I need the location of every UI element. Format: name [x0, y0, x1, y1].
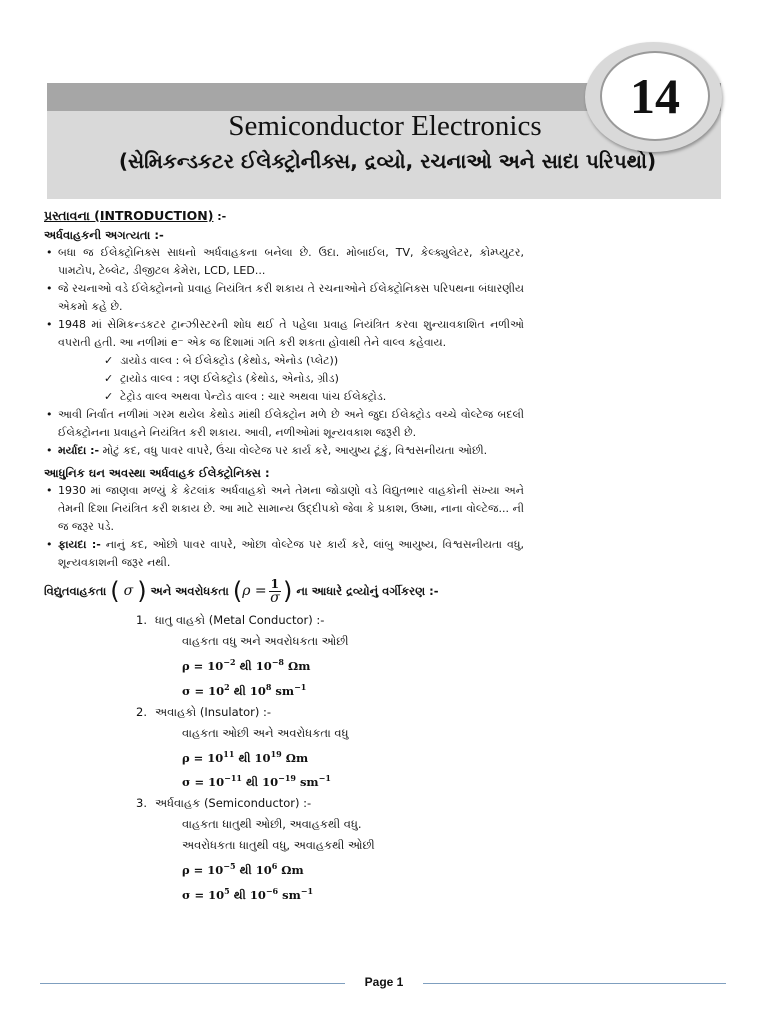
list-item: [136, 793, 524, 906]
vacuum-bullets: [44, 406, 524, 460]
intro-heading-text: પ્રસ્તાવના (INTRODUCTION): [44, 208, 214, 223]
valve-text: ટ્રાયોડ વાલ્વ : ત્રણ ઈલેક્ટ્રોડ (કેથોડ, એનોડ, ગ્રીડ): [120, 372, 339, 385]
item-number: 2.: [136, 704, 147, 719]
list-item: [104, 370, 524, 388]
list-item: [104, 388, 524, 406]
item-title: અર્ધવાહક (Semiconductor) :-: [154, 796, 312, 811]
conductivity-range: $\sigma = 10^5$ થી $10^{-6}$ $sm^{-1}$: [182, 886, 314, 902]
classification-suffix: ના આધારે દ્રવ્યોનું વર્ગીકરણ :-: [296, 584, 439, 598]
item-description: વાહકતા ઓછી અને અવરોધકતા વધુ: [182, 725, 349, 740]
valve-list: [44, 352, 524, 406]
limitations-label: મર્યાદા :-: [58, 444, 100, 457]
modern-heading: આધુનિક ઘન અવસ્થા અર્ધવાહક ઈલેક્ટ્રોનિક્સ :: [44, 466, 270, 480]
classification-prefix: વિદ્યુતવાહકતા: [44, 584, 107, 598]
checkmark-icon: ✓: [104, 390, 114, 403]
list-item: [44, 536, 524, 572]
checkmark-icon: ✓: [104, 372, 114, 385]
item-title: ધાતુ વાહકો (Metal Conductor) :-: [154, 613, 325, 627]
chapter-title: Semiconductor Electronics: [228, 110, 542, 142]
list-item: [104, 352, 524, 370]
fraction: [269, 578, 281, 605]
list-item: • બધા જ ઈલેક્ટ્રોનિક્સ સાધનો અર્ધવાહકના બનેલા છે. ઉદા. મોબાઈલ, TV, કેલ્ક્યુલેટર, કોમ્પ્યુટર, પામટોપ, ટેબ્લેટ, ડીજીટલ કેમેરા, LCD, LED...: [44, 244, 524, 280]
advantages-label: ફાયદા :-: [58, 538, 101, 551]
page-content: [44, 207, 524, 906]
chapter-subtitle: (સેમિકન્ડકટર ઈલેક્ટ્રોનીક્સ, દ્રવ્યો, રચનાઓ અને સાદા પરિપથો): [118, 149, 657, 173]
item-number: 3.: [136, 796, 147, 811]
item-title: અવાહકો (Insulator) :-: [154, 704, 272, 719]
checkmark-icon: ✓: [104, 354, 114, 367]
fraction-denominator: σ: [270, 589, 280, 606]
list-item: • 1930 માં જાણવા મળ્યું કે કેટલાંક અર્ધવાહકો અને તેમના જોડાણો વડે વિદ્યુતભાર વાહકોની સંખ્યા અને તેમની દિશા નિયંત્રિત કરી શકાય છે. આ માટે સામાન્ય ઉદ્દીપકો જેવા કે પ્રકાશ, ઉષ્મા, નાના વોલ્ટેજ... ની જ જરૂર પડે.: [44, 482, 524, 536]
item-description: અવરોધકતા ધાતુથી વધુ, અવાહકથી ઓછી: [182, 838, 375, 853]
valve-text: ડાયોડ વાલ્વ : બે ઈલેક્ટ્રોડ (કેથોડ, એનોડ (પ્લેટ)): [120, 354, 339, 367]
page-number: Page 1: [364, 975, 404, 989]
list-item: [136, 702, 524, 794]
list-item: [44, 442, 524, 460]
list-item: • આવી નિર્વાત નળીમાં ગરમ થયેલ કેથોડ માંથી ઈલેક્ટ્રોન મળે છે અને જુદા ઈલેક્ટ્રોડ વચ્ચે વોલ્ટેજ બદલી ઈલેક્ટ્રોનના પ્રવાહને નિયંત્રિત કરી શકાય. આવી, નળીઓમાં શૂન્યવકાશ જરૂરી છે.: [44, 406, 524, 442]
sigma-symbol: σ: [123, 583, 134, 599]
chapter-number: 14: [600, 51, 710, 141]
footer-rule-right: [423, 983, 726, 984]
list-item: • જે રચનાઓ વડે ઈલેક્ટ્રોનનો પ્રવાહ નિયંત્રિત કરી શકાય તે રચનાઓને ઈલેક્ટ્રોનિક્સ પરિપથના બંધારણીય એકમો કહે છે.: [44, 280, 524, 316]
intro-heading-suffix: :-: [213, 210, 227, 223]
intro-heading: [44, 207, 524, 226]
limitations-text: મોટું કદ, વધુ પાવર વાપરે, ઉંચા વોલ્ટેજ પર કાર્ય કરે, આયુષ્ય ટૂંકું, વિશ્વસનીયતા ઓછી.: [99, 444, 488, 457]
advantages-text: નાનું કદ, ઓછો પાવર વાપરે, ઓછા વોલ્ટેજ પર કાર્ય કરે, લાંબુ આયુષ્ય, વિશ્વસનીયતા વધુ, શૂન્યવકાશની જરૂર નથી.: [58, 538, 524, 569]
importance-subheading: અર્ધવાહકની અગત્યતા :-: [44, 228, 164, 242]
modern-bullets: [44, 482, 524, 572]
intro-bullets: [44, 244, 524, 352]
resistivity-formula: ( ρ = $\frac{1}{\sigma}$ ): [232, 576, 293, 606]
item-number: 1.: [136, 613, 147, 627]
resistivity-range: $\rho = 10^{-5}$ થી $10^6$ Ωm: [182, 861, 304, 878]
conductivity-range: $\sigma = 10^2$ થી $10^8$ $sm^{-1}$: [182, 681, 307, 698]
resistivity-range: $\rho = 10^{-2}$ થી $10^{-8}$ Ωm: [182, 657, 311, 673]
item-description: વાહકતા વધુ અને અવરોધકતા ઓછી: [182, 634, 349, 648]
list-item: • 1948 માં સેમિકન્ડકટર ટ્રાન્ઝીસ્ટરની શોધ થઈ તે પહેલા પ્રવાહ નિયંત્રિત કરવા શુન્યાવકાશિત નળીઓ વપરાતી હતી. આ નળીમાં e⁻ એક જ દિશામાં ગતિ કરી શકતા હોવાથી તેને વાલ્વ કહેવાય.: [44, 316, 524, 352]
fraction-numerator: 1: [270, 576, 280, 591]
resistivity-range: $\rho = 10^{11}$ થી $10^{19}$ Ωm: [182, 748, 309, 765]
footer-rule-left: [40, 983, 345, 984]
rho-equals: ρ =: [242, 583, 267, 599]
valve-text: ટેટ્રોડ વાલ્વ અથવા પેન્ટોડ વાલ્વ : ચાર અથવા પાંચ ઈલેક્ટ્રોડ.: [120, 390, 387, 403]
classification-middle: અને અવરોધકતા: [150, 584, 229, 598]
item-description: વાહકતા ધાતુથી ઓછી, અવાહકથી વધુ.: [182, 817, 362, 832]
classification-list: [136, 610, 524, 906]
conductivity-range: $\sigma = 10^{-11}$ થી $10^{-19}$ $sm^{-1}$: [182, 773, 331, 790]
list-item: [136, 610, 524, 702]
classification-heading: વિદ્યુતવાહકતા ( σ ) અને અવરોધકતા ( ρ = $\frac{1}{\sigma}$ ) ના આધારે દ્રવ્યોનું વર્ગીકરણ :-: [44, 576, 439, 606]
